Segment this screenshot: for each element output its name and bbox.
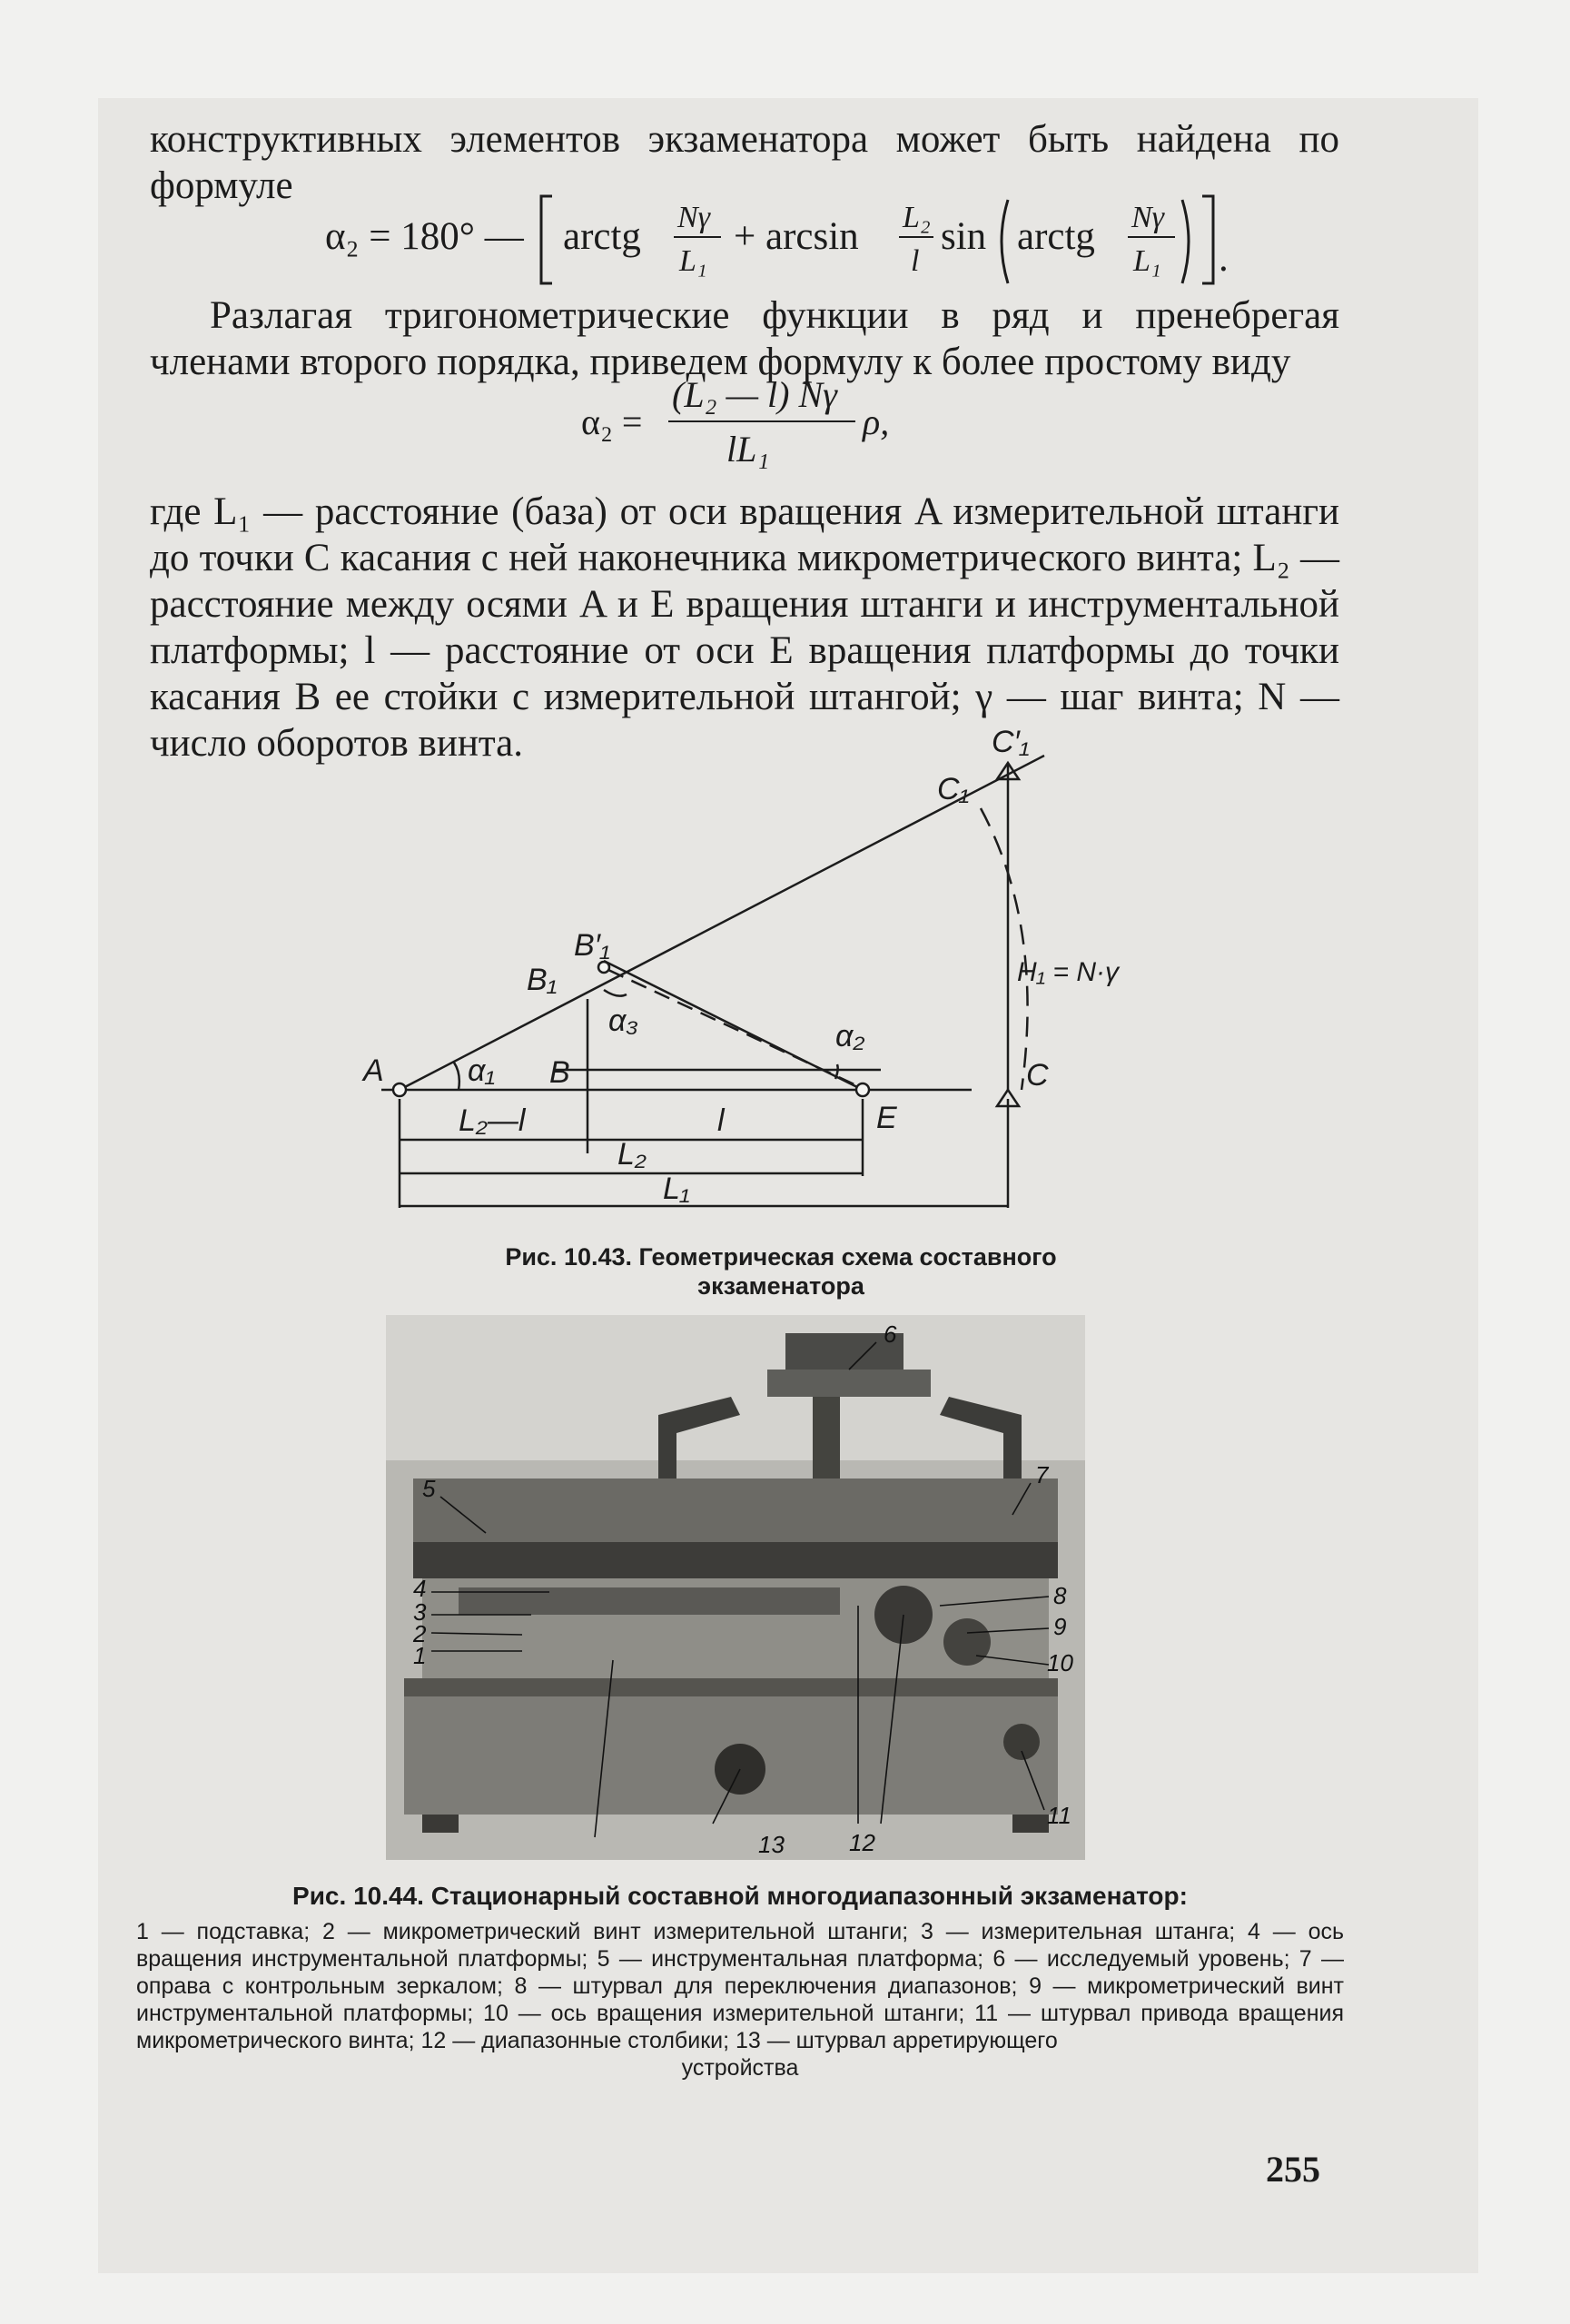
formula-1-sin: sin: [941, 215, 987, 258]
label-alpha1: α₁: [468, 1053, 496, 1088]
formula-2-den: lL₁: [726, 429, 770, 470]
point-b1p: [598, 962, 609, 973]
formula-1-frac3-den: L₁: [1133, 244, 1161, 278]
callout-10: 10: [1047, 1649, 1073, 1676]
formula-1-frac1-den: L₁: [679, 244, 707, 278]
callout-2: 2: [413, 1620, 427, 1647]
paragraph-2: Разлагая тригонометрические функции в ряд и пренебрегая членами второго порядка, приведем формулу к более простому виду: [150, 294, 1339, 383]
formula-1-svg: [325, 189, 1251, 289]
label-e: E: [876, 1101, 897, 1135]
paragraph-3: где L₁ — расстояние (база) от оси вращения A измерительной штанги до точки C касания с ней наконечника микрометрического винта; L₂ — расстояние между осями A и E вращения штанги и инструментальной платформы; l — расстояние от оси E вращения платформы до точки касания B ее стойки с измерительной штангой; γ — шаг винта; N — число оборотов винта.: [150, 490, 1339, 765]
formula-2-svg: [581, 371, 926, 470]
label-l1: L₁: [663, 1172, 690, 1206]
paragraph-1: конструктивных элементов экзаменатора может быть найдена по формуле: [150, 118, 1339, 207]
callout-4: 4: [413, 1575, 427, 1602]
point-a: [393, 1083, 406, 1096]
callout-9: 9: [1053, 1613, 1067, 1640]
formula-1-frac1-num: Nγ: [677, 201, 711, 234]
paragraph-definitions: [150, 489, 1339, 766]
figure-2-caption: Рис. 10.44. Стационарный составной многодиапазонный экзаменатор:: [292, 1882, 1188, 1910]
callout-8: 8: [1053, 1582, 1067, 1609]
formula-2-rho: ρ,: [863, 401, 890, 442]
page-number: 255: [1266, 2149, 1320, 2190]
angle-a3-arc: [604, 990, 627, 996]
formula-2-num: (L₂ — l) Nγ: [672, 374, 837, 415]
formula-1-frac2-num: L₂: [903, 201, 931, 234]
arc-c1-c: [981, 808, 1028, 1090]
formula-1-end: .: [1219, 237, 1229, 280]
formula-1-frac2-den: l: [911, 244, 920, 278]
figure-1-caption: Рис. 10.43. Геометрическая схема составного экзаменатора: [505, 1243, 1057, 1300]
callout-13: 13: [758, 1831, 785, 1858]
label-l2-minus-l: L₂—l: [459, 1103, 526, 1138]
label-l: l: [717, 1103, 725, 1138]
figure-geometric-scheme: [345, 727, 1253, 1226]
label-l2: L₂: [617, 1137, 647, 1172]
callout-6: 6: [884, 1320, 897, 1348]
legend-end: устройства: [681, 2055, 799, 2081]
figure-2-legend: [136, 1918, 1344, 2082]
label-c: C: [1026, 1058, 1049, 1093]
callout-3: 3: [413, 1598, 427, 1626]
label-alpha2: α₂: [835, 1019, 865, 1053]
formula-1-arctg: arctg: [563, 215, 641, 258]
label-b1p: B′₁: [574, 928, 610, 963]
label-c1: C₁: [937, 772, 970, 806]
instrument-platform: [413, 1478, 1058, 1542]
callout-1: 1: [413, 1642, 427, 1669]
callout-12: 12: [849, 1829, 875, 1856]
callout-7: 7: [1035, 1461, 1049, 1488]
label-b1: B₁: [527, 963, 558, 997]
figure-photo-examiner: [386, 1315, 1085, 1860]
formula-1-arcsin: + arcsin: [734, 215, 859, 258]
formula-alpha2-approx: [581, 371, 926, 480]
label-h1: H₁ = N·γ: [1017, 957, 1119, 987]
formula-2-lhs: α₂ =: [581, 401, 643, 442]
label-c1p: C′₁: [992, 727, 1030, 759]
formula-1-lhs: α₂ = 180° —: [325, 215, 524, 258]
label-alpha3: α₃: [608, 1004, 638, 1038]
label-a: A: [363, 1053, 384, 1088]
label-b: B: [549, 1055, 570, 1090]
formula-alpha2-exact: [325, 189, 1251, 299]
formula-1-arctg-2: arctg: [1017, 215, 1095, 258]
point-e: [856, 1083, 869, 1096]
angle-a1-arc: [454, 1063, 459, 1090]
formula-1-frac3-num: Nγ: [1131, 201, 1165, 234]
callout-11: 11: [1047, 1802, 1071, 1829]
legend-text: 1 — подставка; 2 — микрометрический винт измерительной штанги; 3 — измерительная штанга; 4 — ось вращения инструментальной платформы; 5 — инструментальная платформа; 6 — исследуемый уровень; 7 — оправа с контрольным зеркалом; 8 — штурвал для переключения диапазонов; 9 — микрометрический винт инструментальной платформы; 10 — ось вращения измерительной штанги; 11 — штурвал привода вращения микрометрического винта; 12 — диапазонные столбики; 13 — штурвал арретирующего: [136, 1919, 1344, 2053]
callout-5: 5: [422, 1475, 436, 1502]
